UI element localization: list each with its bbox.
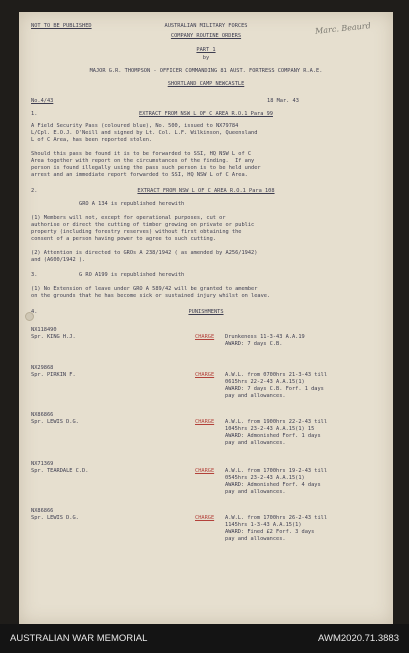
item-1-para-2-line: person is found illegally using the pass such person is to be held under bbox=[31, 165, 261, 171]
charge-line: pay and allowances. bbox=[225, 393, 286, 399]
force-title: AUSTRALIAN MILITARY FORCES bbox=[164, 23, 248, 29]
soldier-name: Spr. TEARDALE C.D. bbox=[31, 468, 89, 474]
charge-line: pay and allowances. bbox=[225, 489, 286, 495]
part-heading: PART 1 bbox=[196, 47, 216, 53]
soldier-number: NX71369 bbox=[31, 461, 54, 467]
item-4-number: 4. bbox=[31, 309, 38, 315]
charge-label: CHARGE bbox=[195, 468, 215, 474]
item-1-title: EXTRACT FROM NSW L OF C AREA R.O.1 Para 99 bbox=[139, 111, 273, 117]
item-3-subheading: G RO A199 is republished herewith bbox=[79, 272, 185, 278]
soldier-name: Spr. KING H.J. bbox=[31, 334, 76, 340]
charge-line: 1145hrs 1-3-43 A.A.15(1) bbox=[225, 522, 302, 528]
item-1-para-2-line: Should this pass be found it is to be forwarded to SSI, HQ NSW L of C bbox=[31, 151, 252, 157]
item-4-title: PUNISHMENTS bbox=[188, 309, 224, 315]
pencil-annotation: Marc. Beaurd bbox=[314, 21, 372, 36]
classification-label: NOT TO BE PUBLISHED bbox=[31, 23, 92, 29]
item-2-subheading: GRO A 134 is republished herewith bbox=[79, 201, 185, 207]
charge-line: pay and allowances. bbox=[225, 440, 286, 446]
charge-line: pay and allowances. bbox=[225, 536, 286, 542]
archive-footer bbox=[0, 624, 409, 653]
orders-title: COMPANY ROUTINE ORDERS bbox=[170, 33, 242, 39]
item-2-number: 2. bbox=[31, 188, 38, 194]
charge-line: AWARD: 7 days C.B. Forf. 1 days bbox=[225, 386, 324, 392]
footer-institution: AUSTRALIAN WAR MEMORIAL bbox=[10, 633, 148, 644]
item-2-para-2-line: (2) Attention is directed to GROs A 238/1942 ( as amended by A256/1942) bbox=[31, 250, 258, 256]
charge-line: 1045hrs 23-2-43 A.A.15(1) 15 bbox=[225, 426, 315, 432]
soldier-number: NX86866 bbox=[31, 508, 54, 514]
item-3-para-line: on the grounds that he has become sick or sustained injury whilst on leave. bbox=[31, 293, 271, 299]
charge-line: 0615hrs 22-2-43 A.A.15(1) bbox=[225, 379, 305, 385]
charge-line: A.W.L. from 1900hrs 22-2-43 till bbox=[225, 419, 328, 425]
item-2-para-1-line: (1) Members will not, except for operational purposes, cut or bbox=[31, 215, 226, 221]
item-1-para-2-line: Area together with report on the circumstances of the finding. If any bbox=[31, 158, 255, 164]
item-2-para-1-line: consent of a person having power to agree to such cutting. bbox=[31, 236, 216, 242]
location-line: SHORTLAND CAMP NEWCASTLE bbox=[167, 81, 245, 87]
charge-line: AWARD: Admonished Forf. 1 days bbox=[225, 433, 321, 439]
order-date: 18 Mar. 43 bbox=[267, 98, 299, 104]
item-2-para-1-line: authorise or direct the cutting of timber growing on private or public bbox=[31, 222, 255, 228]
item-3-para-line: (1) No Extension of leave under GRO A 589/42 will be granted to amember bbox=[31, 286, 258, 292]
item-2-title: EXTRACT FROM NSW L OF C AREA R.O.1 Para 108 bbox=[137, 188, 275, 194]
by-label: by bbox=[202, 55, 210, 61]
item-1-number: 1. bbox=[31, 111, 38, 117]
item-1-para-1-line: L/Cpl. E.O.J. O'Neill and signed by Lt. Col. L.F. Wilkinson, Queensland bbox=[31, 130, 258, 136]
order-number: No.4/43 bbox=[31, 98, 54, 104]
charge-line: AWARD: Admonished Forf. 4 days bbox=[225, 482, 321, 488]
charge-line: AWARD: 7 days C.B. bbox=[225, 341, 283, 347]
charge-line: Drunkeness 11-3-43 A.A.19 bbox=[225, 334, 305, 340]
charge-label: CHARGE bbox=[195, 515, 215, 521]
charge-line: A.W.L. from 1700hrs 26-2-43 till bbox=[225, 515, 328, 521]
soldier-name: Spr. PIRKIN F. bbox=[31, 372, 76, 378]
soldier-name: Spr. LEWIS D.G. bbox=[31, 515, 79, 521]
charge-line: A.W.L. from 1700hrs 19-2-43 till bbox=[225, 468, 328, 474]
item-1-para-1-line: A Field Security Pass (coloured blue), No. 500, issued to NX79784 bbox=[31, 123, 239, 129]
soldier-name: Spr. LEWIS D.G. bbox=[31, 419, 79, 425]
charge-label: CHARGE bbox=[195, 419, 215, 425]
charge-label: CHARGE bbox=[195, 334, 215, 340]
item-2-para-2-line: and (A600/1942 ). bbox=[31, 257, 86, 263]
footer-accession-number: AWM2020.71.3883 bbox=[318, 633, 399, 644]
item-1-para-1-line: L of C Area, has been reported stolen. bbox=[31, 137, 153, 143]
item-3-number: 3. bbox=[31, 272, 38, 278]
charge-line: AWARD: Fined £2 Forf. 3 days bbox=[225, 529, 315, 535]
document-page bbox=[19, 12, 393, 624]
charge-line: A.W.L. from 0700hrs 21-3-43 till bbox=[225, 372, 328, 378]
officer-line: MAJOR G.R. THOMPSON - OFFICER COMMANDING 81 AUST. FORTRESS COMPANY R.A.E. bbox=[89, 68, 323, 74]
soldier-number: NX118490 bbox=[31, 327, 57, 333]
soldier-number: NX86866 bbox=[31, 412, 54, 418]
charge-line: 0545hrs 23-2-43 A.A.15(1) bbox=[225, 475, 305, 481]
item-2-para-1-line: property (including forestry reserves) without first obtaining the bbox=[31, 229, 242, 235]
item-1-para-2-line: arrest and an immediate report forwarded to SSI, HQ NSW L of C Area. bbox=[31, 172, 248, 178]
charge-label: CHARGE bbox=[195, 372, 215, 378]
soldier-number: NX29868 bbox=[31, 365, 54, 371]
